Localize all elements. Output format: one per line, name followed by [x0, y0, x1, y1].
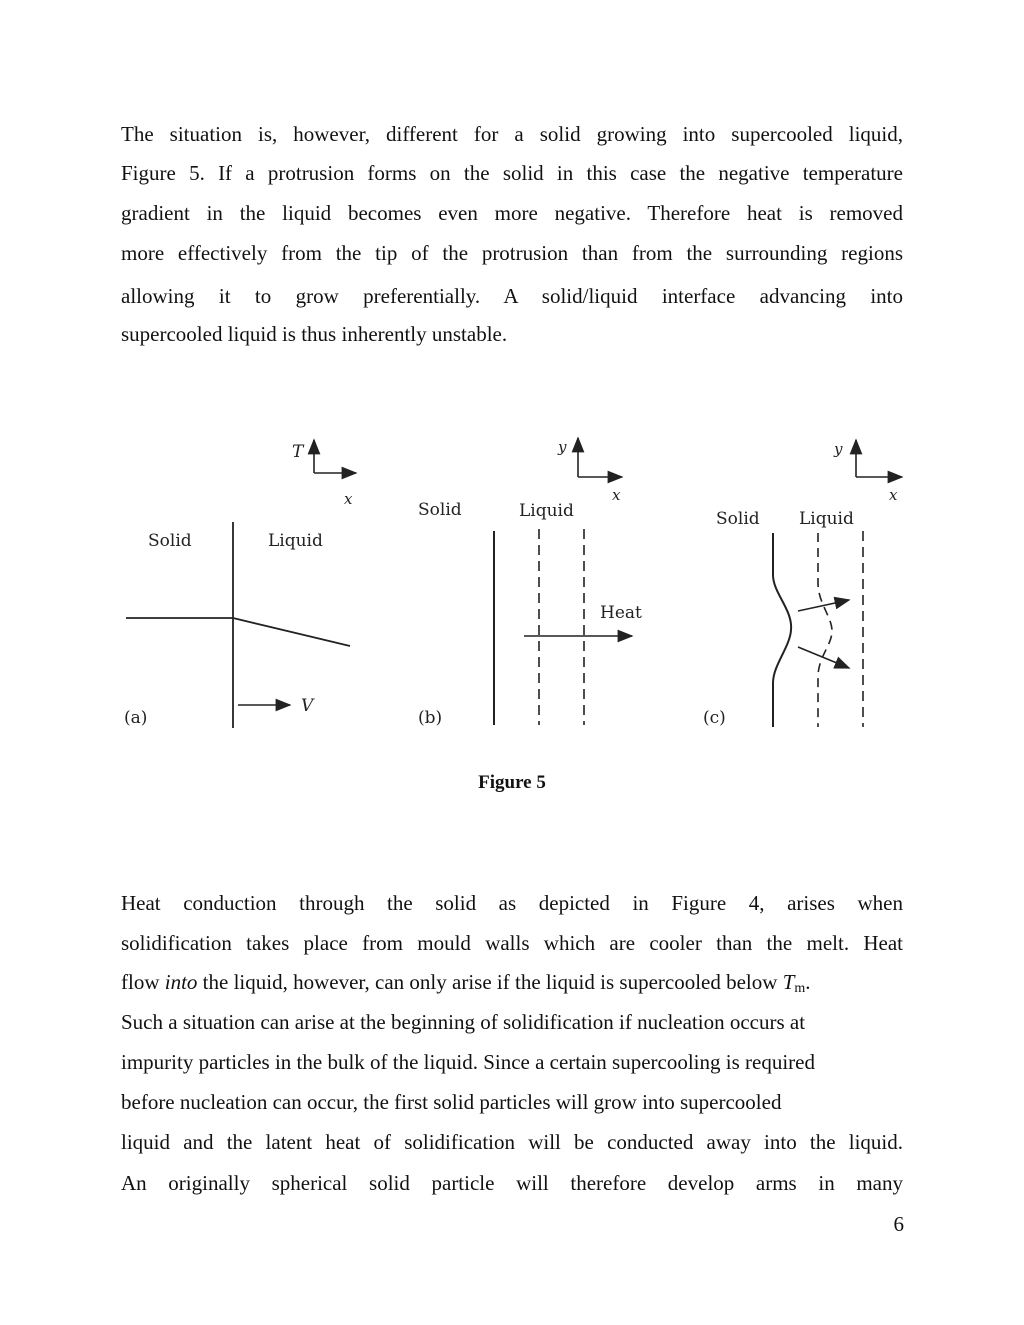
panel-a-axis-x-label: x: [344, 490, 353, 508]
paragraph1-line2: Figure 5. If a protrusion forms on the solid in this case the negative temperature: [121, 161, 903, 185]
panel-c-label: (c): [703, 708, 726, 728]
page-number: 6: [893, 1212, 904, 1236]
line3-italic-into: into: [164, 970, 198, 994]
line3-text-mid: the liquid, however, can only arise if the liquid is supercooled below: [197, 970, 783, 994]
panel-b-heat-label: Heat: [600, 603, 642, 623]
panel-c: [703, 440, 902, 728]
figure-caption: Figure 5: [478, 772, 546, 793]
panel-b-liquid-label: Liquid: [519, 501, 574, 521]
panel-c-solid-label: Solid: [716, 509, 760, 529]
melting-temperature-symbol: T: [782, 970, 795, 994]
panel-a-axis-y-label: T: [292, 442, 304, 462]
paragraph2-line3: [121, 969, 903, 1002]
paragraph2-line5: impurity particles in the bulk of the liquid. Since a certain supercooling is required: [121, 1050, 815, 1074]
panel-a: [124, 440, 356, 728]
panel-c-curved-isotherm: [818, 533, 832, 727]
panel-a-solid-label: Solid: [148, 531, 192, 551]
panel-a-liquid-label: Liquid: [268, 531, 323, 551]
figure-5-diagram: [110, 425, 910, 745]
paragraph2-line6: before nucleation can occur, the first solid particles will grow into supercooled: [121, 1090, 782, 1114]
paragraph2-line4: Such a situation can arise at the beginning of solidification if nucleation occurs at: [121, 1010, 806, 1034]
paragraph1-line3: gradient in the liquid becomes even more negative. Therefore heat is removed: [121, 201, 903, 225]
figure-5: [110, 425, 910, 745]
panel-b: [418, 438, 642, 728]
paragraph1-line1: The situation is, however, different for a solid growing into supercooled liquid,: [121, 122, 903, 146]
panel-b-label: (b): [418, 708, 443, 728]
paragraph2-line7: liquid and the latent heat of solidification will be conducted away into the liquid.: [121, 1130, 903, 1154]
panel-c-protruding-interface: [773, 533, 791, 727]
paragraph1-line4: more effectively from the tip of the protrusion than from the surrounding regions: [121, 241, 903, 265]
paragraph1-line6: supercooled liquid is thus inherently unstable.: [121, 322, 508, 346]
panel-a-label: (a): [124, 708, 148, 728]
panel-b-solid-label: Solid: [418, 500, 462, 520]
panel-c-axis-x-label: x: [889, 486, 898, 504]
line3-text-post: .: [805, 970, 811, 994]
panel-c-axis-y-label: y: [834, 440, 843, 458]
paragraph2-line1: Heat conduction through the solid as depicted in Figure 4, arises when: [121, 891, 903, 915]
panel-c-liquid-label: Liquid: [799, 509, 854, 529]
panel-a-velocity-label: V: [301, 696, 314, 716]
panel-c-heat-arrow-lower: [798, 647, 849, 668]
paragraph1-line5: allowing it to grow preferentially. A solid/liquid interface advancing into: [121, 284, 903, 308]
panel-a-liquid-temperature-gradient: [233, 618, 350, 646]
panel-b-axis-x-label: x: [612, 486, 621, 504]
paragraph2-line8: An originally spherical solid particle will therefore develop arms in many: [121, 1171, 903, 1195]
panel-b-axis-y-label: y: [558, 438, 567, 456]
paragraph2-line2: solidification takes place from mould walls which are cooler than the melt. Heat: [121, 931, 903, 955]
melting-temperature-subscript: m: [794, 981, 806, 996]
line3-text-pre: flow: [121, 970, 165, 994]
panel-c-heat-arrow-upper: [798, 600, 849, 611]
